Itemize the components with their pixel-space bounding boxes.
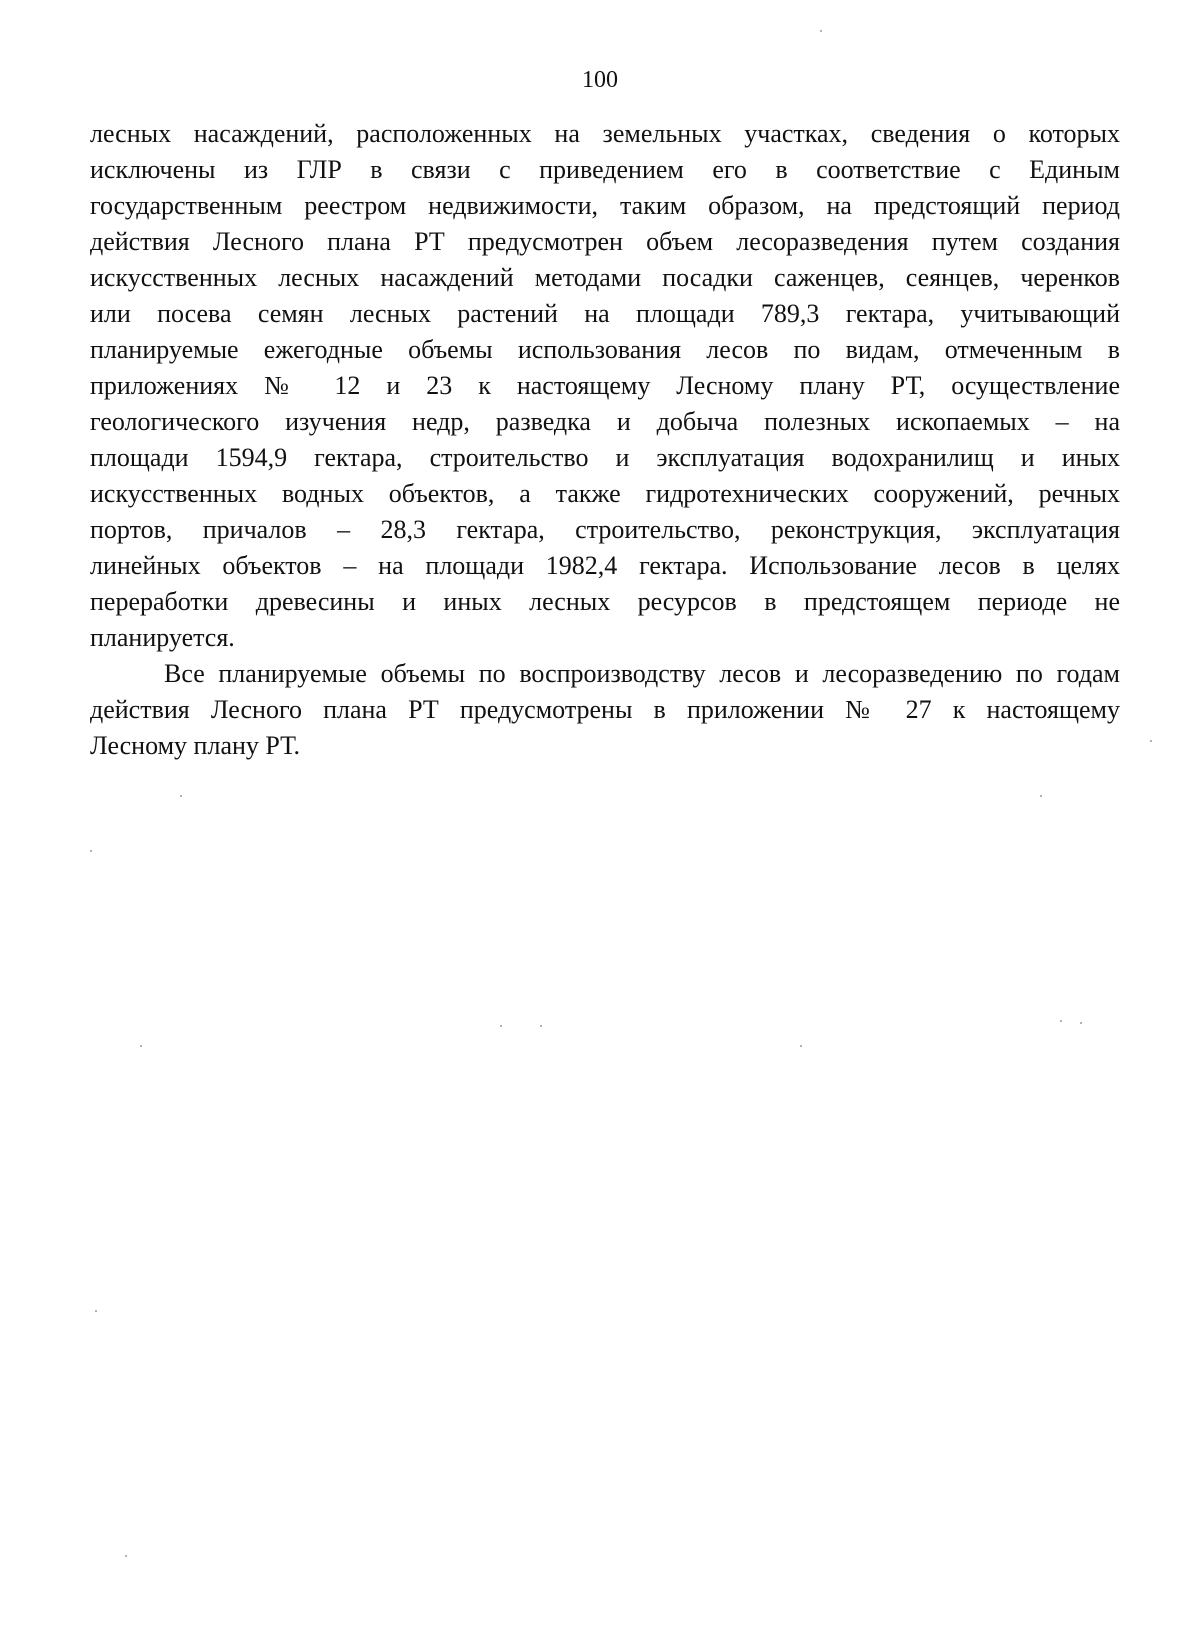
text-line: государственным реестром недвижимости, таким образом, на предстоящий период — [90, 191, 1120, 220]
text-line: геологического изучения недр, разведка и добыча полезных ископаемых – на — [90, 407, 1120, 436]
paragraph-2 — [90, 656, 1120, 764]
text-line: лесных насаждений, расположенных на земельных участках, сведения о которых — [90, 119, 1120, 148]
scan-speck — [95, 1310, 97, 1312]
scan-speck — [180, 795, 182, 797]
text-line: Лесному плану РТ. — [90, 731, 300, 760]
text-line: действия Лесного плана РТ предусмотрены в приложении № 27 к настоящему — [90, 695, 1120, 724]
paragraph-1 — [90, 116, 1120, 656]
scan-speck — [820, 30, 822, 32]
scan-speck — [800, 1045, 802, 1047]
text-line: переработки древесины и иных лесных ресурсов в предстоящем периоде не — [90, 587, 1120, 616]
text-line: действия Лесного плана РТ предусмотрен объем лесоразведения путем создания — [90, 227, 1120, 256]
scan-speck — [125, 1555, 127, 1557]
text-line: искусственных лесных насаждений методами посадки саженцев, сеянцев, черенков — [90, 263, 1120, 292]
scan-speck — [1060, 1020, 1062, 1022]
scan-speck — [540, 1025, 542, 1027]
body-text — [90, 116, 1120, 764]
scan-speck — [1150, 740, 1152, 742]
scan-speck — [90, 850, 92, 852]
scan-speck — [1080, 1022, 1082, 1024]
scan-speck — [1040, 795, 1042, 797]
page-number: 100 — [582, 67, 618, 93]
text-line: исключены из ГЛР в связи с приведением его в соответствие с Единым — [90, 155, 1120, 184]
text-line: портов, причалов – 28,3 гектара, строительство, реконструкция, эксплуатация — [90, 515, 1120, 544]
text-line: планируется. — [90, 623, 235, 652]
text-line: линейных объектов – на площади 1982,4 гектара. Использование лесов в целях — [90, 551, 1120, 580]
text-line: приложениях № 12 и 23 к настоящему Лесному плану РТ, осуществление — [90, 371, 1120, 400]
text-line: планируемые ежегодные объемы использования лесов по видам, отмеченным в — [90, 335, 1120, 364]
text-line: или посева семян лесных растений на площади 789,3 гектара, учитывающий — [90, 299, 1120, 328]
scan-speck — [140, 1045, 142, 1047]
text-line: площади 1594,9 гектара, строительство и эксплуатация водохранилищ и иных — [90, 443, 1120, 472]
scan-speck — [500, 1025, 502, 1027]
text-line: Все планируемые объемы по воспроизводству лесов и лесоразведению по годам — [164, 659, 1120, 688]
text-line: искусственных водных объектов, а также гидротехнических сооружений, речных — [90, 479, 1120, 508]
